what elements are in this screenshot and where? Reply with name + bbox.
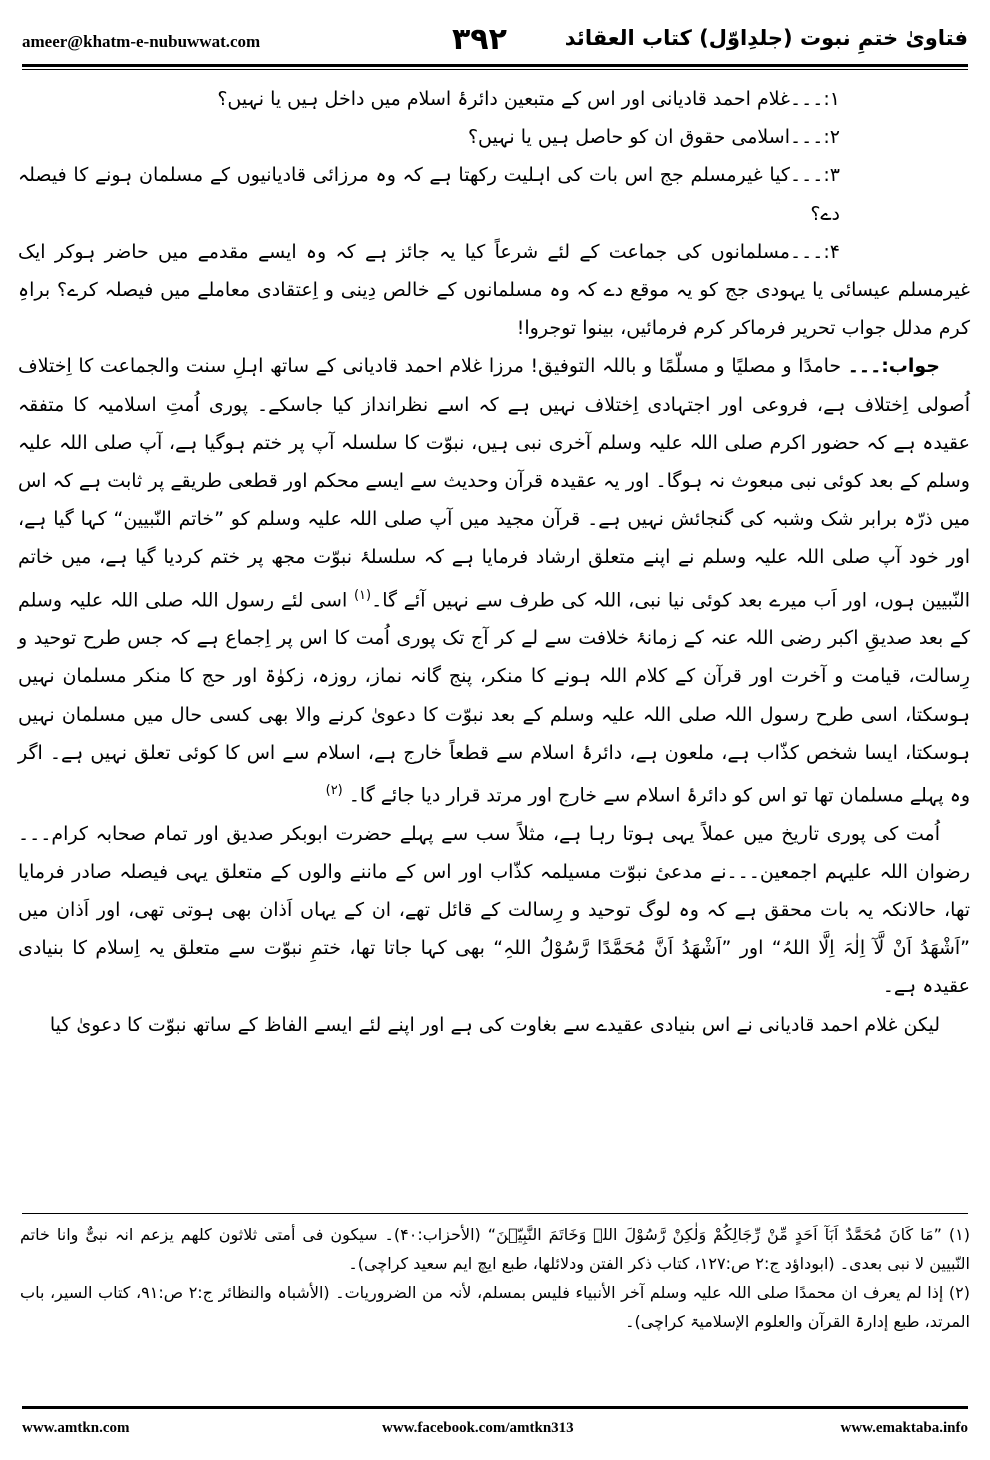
footer-rule	[22, 1406, 968, 1409]
header-rule	[22, 64, 968, 70]
header-email[interactable]: ameer@khatm-e-nubuwwat.com	[22, 32, 261, 51]
page-footer	[22, 1420, 968, 1444]
question-2: ۲:۔۔۔اسلامی حقوق ان کو حاصل ہیں یا نہیں؟	[467, 126, 840, 149]
book-title: فتاویٰ ختمِ نبوت (جلدِاوّل) کتاب العقائد	[564, 26, 968, 50]
answer-text-1: حامدًا و مصلیًا و مسلّمًا و باللہ التوفیق! مرزا غلام احمد قادیانی کے ساتھ اہلِ سنت والجماعت کا اِختلاف اُصولی اِختلاف ہے، فروعی اور اجتہادی اِختلاف نہیں ہے کہ اسے نظرانداز کیا جاسکے۔ پوری اُمتِ اسلامیہ کا متفقہ عقیدہ ہے کہ حضور اکرم صلی اللہ علیہ وسلم آخری نبی ہیں، نبوّت کا سلسلہ آپ پر ختم ہوگیا ہے، آپ صلی اللہ علیہ وسلم کے بعد کوئی نبی مبعوث نہ ہوگا۔ اور یہ عقیدہ قرآن وحدیث سے ایسے محکم اور قطعی طریقے پر ثابت ہے کہ اس میں ذرّہ برابر شک وشبہ کی گنجائش نہیں ہے۔ قرآن مجید میں آپ صلی اللہ علیہ وسلم کو ”خاتم النّبیین“ کہا گیا ہے، اور خود آپ صلی اللہ علیہ وسلم نے اپنے متعلق ارشاد فرمایا ہے کہ سلسلۂ نبوّت مجھ پر ختم کردیا گیا ہے، میں خاتم النّبیین ہوں، اور اَب میرے بعد کوئی نیا نبی، اللہ کی طرف سے نہیں آئے گا۔	[18, 355, 970, 611]
answer-paragraph-3: لیکن غلام احمد قادیانی نے اس بنیادی عقیدے سے بغاوت کی ہے اور اپنے لئے ایسے الفاظ کے ساتھ نبوّت کا دعویٰ کیا	[49, 1013, 940, 1036]
footnotes	[20, 1220, 970, 1336]
page-header	[22, 22, 968, 62]
footnote-1: (۱) ”مَا کَانَ مُحَمَّدٌ اَبَآ اَحَدٍ مِّنْ رِّجَالِکُمْ وَلٰکِنْ رَّسُوْلَ اللہِ وَخَاتَمَ النَّبِیّٖنَ“ (الأحزاب:۴۰)۔ سیکون فی أمتی ثلاثون کلھم یزعم انہ نبیٌّ وانا خاتم النّبیین لا نبی بعدی۔ (ابوداؤد ج:۲ ص:۱۲۷، کتاب ذکر الفتن ودلائلھا، طبع ایچ ایم سعید کراچی)۔	[20, 1225, 971, 1273]
question-4: ۴:۔۔۔مسلمانوں کی جماعت کے لئے شرعاً کیا یہ جائز ہے کہ وہ ایسے مقدمے میں حاضر ہوکر ایک غیرمسلم عیسائی یا یہودی جج کو یہ موقع دے کہ وہ مسلمانوں کے خالص دِینی و اِعتقادی معاملے میں فیصلہ کرے؟ براہِ کرم مدلل جواب تحریر فرماکر کرم فرمائیں، بینوا توجروا!	[18, 240, 970, 340]
footer-link-middle[interactable]: www.facebook.com/amtkn313	[382, 1420, 574, 1436]
footnote-2: (۲) إذا لم یعرف ان محمدًا صلی اللہ علیہ وسلم آخر الأنبیاء فلیس بمسلم، لأنہ من الضروریات۔ (الأشباہ والنظائر ج:۲ ص:۹۱، کتاب السیر، باب المرتد، طبع إدارۃ القرآن والعلوم الإسلامیۃ کراچی)۔	[20, 1283, 971, 1331]
question-1: ۱:۔۔۔غلام احمد قادیانی اور اس کے متبعین دائرۂ اسلام میں داخل ہیں یا نہیں؟	[217, 88, 840, 110]
page-number: ۳۹۲	[452, 22, 507, 57]
footer-link-left[interactable]: www.amtkn.com	[22, 1420, 130, 1436]
answer-text-1b: اسی لئے رسول اللہ صلی اللہ علیہ وسلم کے بعد صدیقِ اکبر رضی اللہ عنہ کے زمانۂ خلافت سے لے کر آج تک پوری اُمت کا اس پر اِجماع ہے کہ جس طرح توحید و رِسالت، قیامت و آخرت اور قرآن کے کلام اللہ ہونے کا منکر، پنج گانہ نماز، روزہ، زکوٰۃ اور حج کا منکر مسلمان نہیں ہوسکتا، اسی طرح رسول اللہ صلی اللہ علیہ وسلم کے بعد نبوّت کا دعویٰ کرنے والا بھی کسی حال میں مسلمان نہیں ہوسکتا، ایسا شخص کذّاب ہے، ملعون ہے، دائرۂ اسلام سے قطعاً خارج ہے، اسلام سے اس کا کوئی تعلق نہیں ہے۔ اگر وہ پہلے مسلمان تھا تو اس کو دائرۂ اسلام سے خارج اور مرتد قرار دیا جائے گا۔	[18, 588, 970, 807]
answer-lead: جواب:۔۔۔	[847, 355, 941, 378]
answer-paragraph-2: اُمت کی پوری تاریخ میں عملاً یہی ہوتا رہا ہے، مثلاً سب سے پہلے حضرت ابوبکر صدیق اور تمام صحابہ کرام۔۔۔رضوان اللہ علیہم اجمعین۔۔۔نے مدعیٔ نبوّت مسیلمہ کذّاب اور اس کے ماننے والوں کے متعلق یہی فیصلہ صادر فرمایا تھا، حالانکہ یہ بات محقق ہے کہ وہ لوگ توحید و رِسالت کے قائل تھے، ان کے یہاں اَذان بھی ہوتی تھی، اور اَذان میں ”اَشْھَدُ اَنْ لَّآ اِلٰہَ اِلَّا اللہُ“ اور ”اَشْھَدُ اَنَّ مُحَمَّدًا رَّسُوْلُ اللہِ“ بھی کہا جاتا تھا، ختمِ نبوّت سے متعلق یہ اِسلام کا بنیادی عقیدہ ہے۔	[18, 822, 970, 998]
footnote-rule	[22, 1213, 968, 1214]
footnote-mark-1: (۱)	[353, 587, 372, 603]
answer-paragraph-1	[18, 347, 970, 814]
page-body	[18, 80, 970, 1044]
footnote-mark-2: (۲)	[325, 782, 343, 798]
question-3: ۳:۔۔۔کیا غیرمسلم جج اس بات کی اہلیت رکھتا ہے کہ وہ مرزائی قادیانیوں کے مسلمان ہونے کا فیصلہ دے؟	[18, 164, 840, 225]
footer-link-right[interactable]: www.emaktaba.info	[840, 1420, 968, 1436]
